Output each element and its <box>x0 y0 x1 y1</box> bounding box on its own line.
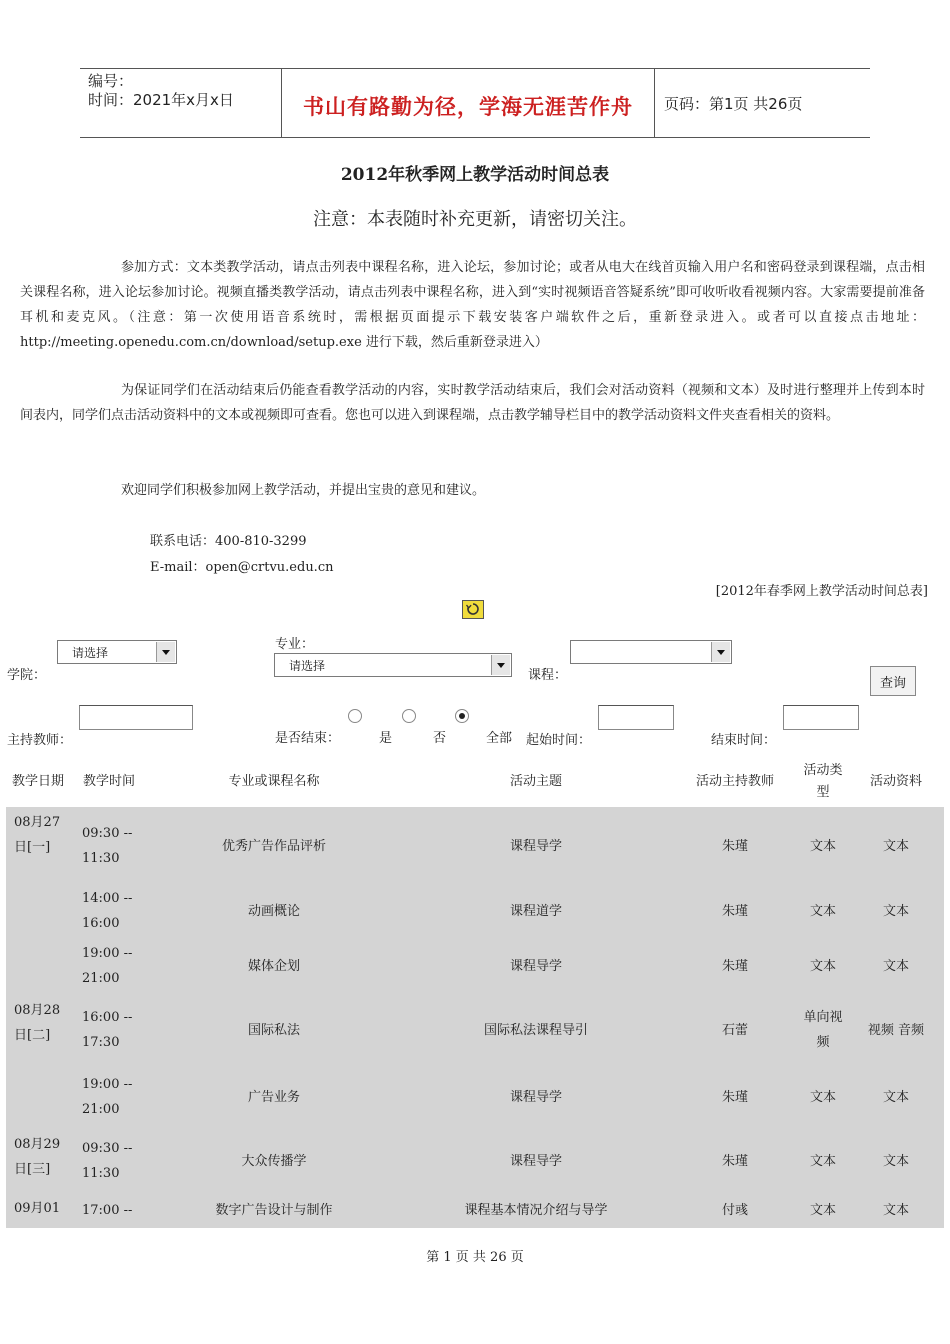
cell-time: 16:00 -- 17:30 <box>82 1010 133 1050</box>
teacher-input[interactable] <box>79 705 193 730</box>
query-button[interactable]: 查询 <box>870 666 916 696</box>
cell-material[interactable]: 文本 <box>882 1203 909 1218</box>
cell-topic: 国际私法课程导引 <box>483 1022 588 1038</box>
cell-teacher: 朱瑾 <box>721 838 748 854</box>
chevron-down-icon[interactable] <box>711 642 730 662</box>
course-select[interactable] <box>570 640 732 664</box>
update-notice: 注意：本表随时补充更新，请密切关注。 <box>313 209 637 230</box>
spring-schedule-link[interactable]: [2012年春季网上教学活动时间总表] <box>715 584 928 599</box>
cell-course[interactable]: 大众传播学 <box>241 1153 307 1169</box>
start-time-label: 起始时间： <box>526 733 592 748</box>
cell-time: 17:00 -- <box>82 1203 133 1218</box>
document-header <box>80 68 870 138</box>
end-time-input[interactable] <box>783 705 859 730</box>
ended-no-label: 否 <box>433 731 447 746</box>
ended-no-radio[interactable] <box>402 709 416 723</box>
cell-time: 09:30 -- 11:30 <box>82 1141 133 1181</box>
college-select-value: 请选择 <box>72 646 109 660</box>
welcome-paragraph: 欢迎同学们积极参加网上教学活动，并提出宝贵的意见和建议。 <box>121 483 486 498</box>
cell-date: 08月29日[三] <box>14 1137 61 1177</box>
header-divider <box>654 69 655 137</box>
cell-date <box>14 885 70 937</box>
header-topic: 活动主题 <box>509 774 562 789</box>
cell-time: 19:00 -- 21:00 <box>82 1077 133 1117</box>
schedule-table-header <box>6 757 944 807</box>
cell-type: 文本 <box>809 1203 836 1218</box>
cell-date <box>14 1065 70 1129</box>
header-meta <box>88 72 234 110</box>
header-teacher: 活动主持教师 <box>695 774 774 789</box>
cell-type: 文本 <box>809 958 836 974</box>
cell-type: 文本 <box>809 1153 836 1169</box>
header-date: 教学日期 <box>11 774 64 789</box>
major-label: 专业： <box>275 637 315 652</box>
header-type: 活动类型 <box>803 763 843 800</box>
cell-course[interactable]: 广告业务 <box>247 1089 300 1105</box>
ended-label: 是否结束： <box>275 731 341 746</box>
ended-yes-label: 是 <box>379 731 393 746</box>
college-select[interactable] <box>57 640 177 664</box>
cell-material[interactable]: 文本 <box>882 903 909 919</box>
cell-topic: 课程导学 <box>509 958 562 974</box>
cell-course[interactable]: 媒体企划 <box>247 958 300 974</box>
header-page-number: 页码：第1页 共26页 <box>664 95 803 113</box>
cell-teacher: 朱瑾 <box>721 1153 748 1169</box>
cell-topic: 课程基本情况介绍与导学 <box>464 1203 608 1218</box>
materials-paragraph: 为保证同学们在活动结束后仍能查看教学活动的内容，实时教学活动结束后，我们会对活动资料（视频和文本）及时进行整理并上传到本时间表内，同学们点击活动资料中的文本或视频即可查看。您也可以进入到课程端，点击教学辅导栏目中的教学活动资料文件夹查看相关的资料。 <box>20 383 925 423</box>
cell-topic: 课程道学 <box>509 903 562 919</box>
cell-course[interactable]: 优秀广告作品评析 <box>221 838 326 854</box>
chevron-down-icon[interactable] <box>491 655 510 675</box>
contact-email[interactable]: E-mail：open@crtvu.edu.cn <box>150 560 334 575</box>
schedule-table-body <box>6 807 944 1228</box>
start-time-input[interactable] <box>598 705 674 730</box>
ended-all-radio[interactable] <box>455 709 469 723</box>
cell-teacher: 付彧 <box>721 1203 748 1218</box>
cell-course[interactable]: 动画概论 <box>247 903 300 919</box>
cell-teacher: 石蕾 <box>721 1022 748 1038</box>
cell-type: 文本 <box>809 1089 836 1105</box>
cell-teacher: 朱瑾 <box>721 903 748 919</box>
cell-topic: 课程导学 <box>509 1153 562 1169</box>
page-title: 2012年秋季网上教学活动时间总表 <box>340 165 610 185</box>
header-date: 时间：2021年x月x日 <box>88 91 234 109</box>
header-course: 专业或课程名称 <box>228 774 320 789</box>
cell-type: 文本 <box>809 903 836 919</box>
header-material: 活动资料 <box>869 774 922 789</box>
cell-material[interactable]: 文本 <box>882 958 909 974</box>
cell-material[interactable]: 文本 <box>882 1089 909 1105</box>
major-select-value: 请选择 <box>289 659 326 673</box>
cell-teacher: 朱瑾 <box>721 1089 748 1105</box>
course-label: 课程： <box>528 668 568 683</box>
cell-material[interactable]: 文本 <box>882 838 909 854</box>
cell-topic: 课程导学 <box>509 838 562 854</box>
cell-date <box>14 937 70 995</box>
cell-date: 09月01 <box>14 1201 61 1216</box>
cell-material[interactable]: 文本 <box>882 1153 909 1169</box>
end-time-label: 结束时间： <box>711 733 777 748</box>
participation-paragraph: 参加方式：文本类教学活动，请点击列表中课程名称，进入论坛，参加讨论；或者从电大在线首页输入用户名和密码登录到课程端，点击相关课程名称，进入论坛参加讨论。视频直播类教学活动，请点击列表中课程名称，进入到“实时视频语音答疑系统”即可收听收看视频内容。大家需要提前准备耳机和麦克风。（注意：第一次使用语音系统时，需根据页面提示下载安装客户端软件之后，重新登录进入。或者可以直接点击地址：http://meeting.openedu.com.cn/download/setup.exe 进行下载，然后重新登录进入） <box>20 260 925 350</box>
chevron-down-icon[interactable] <box>156 642 175 662</box>
header-time: 教学时间 <box>82 774 135 789</box>
cell-date: 08月28日[二] <box>14 1003 61 1043</box>
college-label: 学院： <box>7 668 47 683</box>
ended-all-label: 全部 <box>486 731 513 746</box>
major-select[interactable] <box>274 653 512 677</box>
header-motto: 书山有路勤为径，学海无涯苦作舟 <box>303 95 633 119</box>
ended-yes-radio[interactable] <box>348 709 362 723</box>
cell-time: 14:00 -- 16:00 <box>82 891 133 931</box>
cell-teacher: 朱瑾 <box>721 958 748 974</box>
cell-type: 单向视频 <box>803 1010 843 1050</box>
cell-course[interactable]: 数字广告设计与制作 <box>215 1203 333 1218</box>
cell-topic: 课程导学 <box>509 1089 562 1105</box>
cell-course[interactable]: 国际私法 <box>247 1022 300 1038</box>
page-footer: 第 1 页 共 26 页 <box>426 1250 524 1265</box>
cell-date: 08月27日[一] <box>14 815 61 855</box>
cell-material[interactable]: 视频 音频 <box>867 1022 925 1038</box>
cell-time: 09:30 -- 11:30 <box>82 826 133 866</box>
contact-phone: 联系电话：400-810-3299 <box>150 534 307 549</box>
cell-time: 19:00 -- 21:00 <box>82 946 133 986</box>
teacher-label: 主持教师： <box>7 733 73 748</box>
refresh-icon[interactable] <box>462 600 484 619</box>
header-number: 编号： <box>88 72 134 90</box>
cell-type: 文本 <box>809 838 836 854</box>
